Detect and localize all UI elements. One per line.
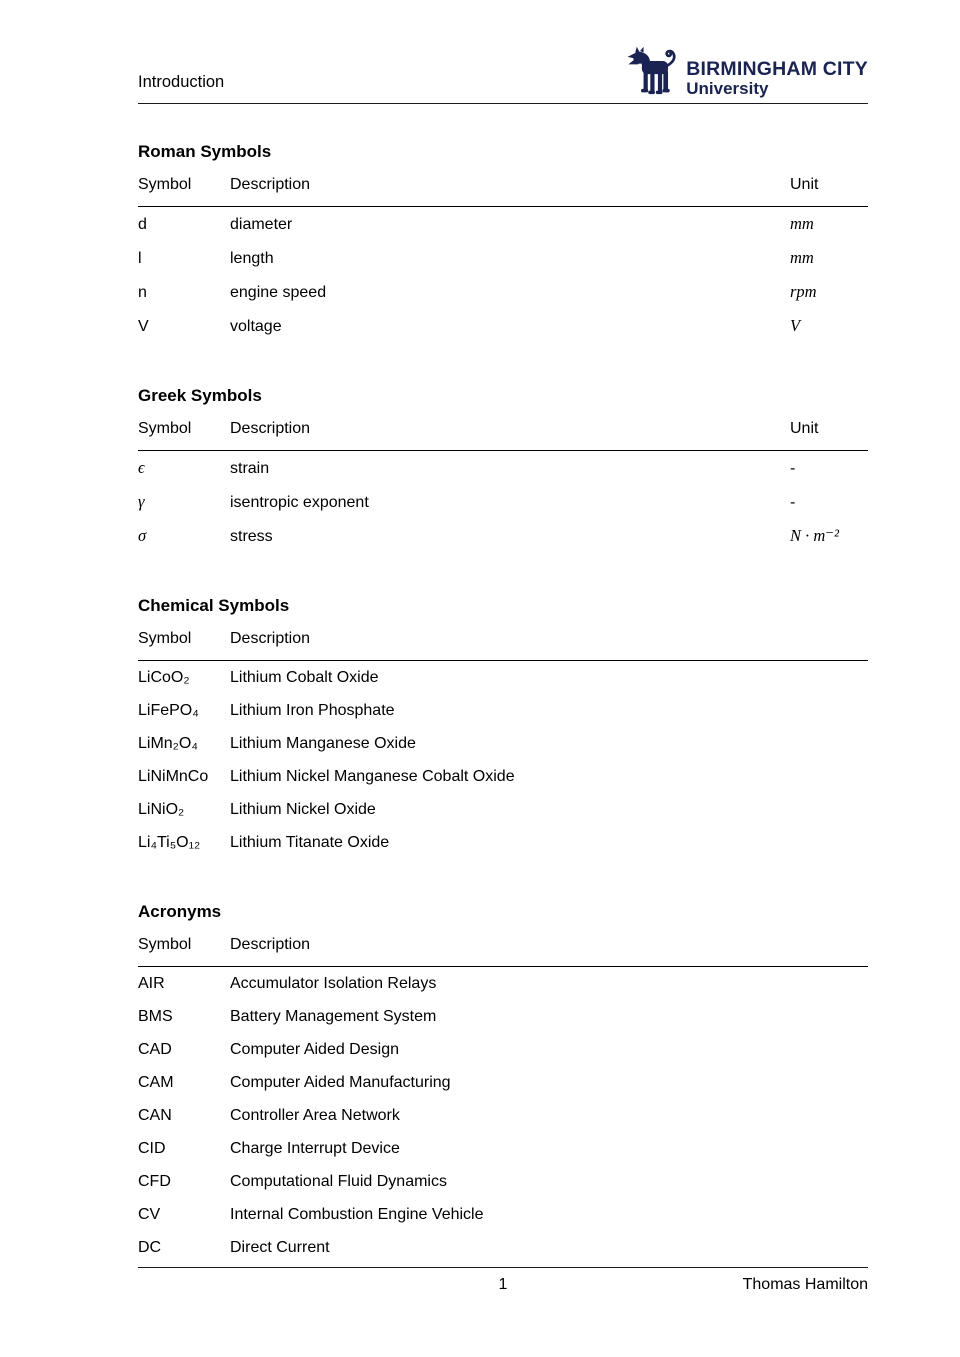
symbol-cell: CFD	[138, 1173, 171, 1190]
bcu-logo	[625, 44, 868, 103]
table-row	[138, 793, 868, 826]
description-cell: length	[230, 250, 274, 267]
bcu-logo-university: University	[686, 78, 769, 98]
unit-cell: -	[790, 494, 796, 511]
bcu-logo-text	[686, 59, 868, 100]
unit-cell: mm	[790, 248, 814, 267]
table-header-row	[138, 630, 868, 661]
section-heading: Roman Symbols	[138, 142, 272, 161]
symbol-cell: V	[138, 318, 149, 335]
description-cell: diameter	[230, 216, 293, 233]
column-header-symbol: Symbol	[138, 630, 192, 647]
section-heading: Greek Symbols	[138, 386, 262, 405]
table-header-row	[138, 936, 868, 967]
description-cell: stress	[230, 528, 273, 545]
bcu-logo-name: BIRMINGHAM CITY	[686, 58, 868, 81]
table-row	[138, 694, 868, 727]
description-cell: Accumulator Isolation Relays	[230, 975, 437, 992]
table-row	[138, 309, 868, 343]
table-row	[138, 207, 868, 241]
symbol-cell: Li₄Ti₅O₁₂	[138, 834, 201, 851]
table-row	[138, 519, 868, 553]
table-row	[138, 1066, 868, 1099]
acronyms-table	[138, 936, 868, 1264]
description-cell: Direct Current	[230, 1239, 330, 1256]
unit-cell: mm	[790, 214, 814, 233]
section-roman-symbols	[138, 142, 868, 343]
description-cell: Lithium Nickel Oxide	[230, 801, 376, 818]
table-row	[138, 1165, 868, 1198]
column-header-description: Description	[230, 936, 311, 953]
table-row	[138, 1231, 868, 1264]
table-row	[138, 967, 868, 1000]
section-heading: Acronyms	[138, 902, 222, 921]
symbol-cell: DC	[138, 1239, 162, 1256]
table-header-row	[138, 176, 868, 207]
symbol-cell: LiNiMnCo	[138, 768, 209, 785]
page-footer	[138, 1267, 868, 1294]
table-row	[138, 760, 868, 793]
table-row	[138, 485, 868, 519]
description-cell: Controller Area Network	[230, 1107, 400, 1124]
table-row	[138, 275, 868, 309]
column-header-unit: Unit	[790, 420, 819, 437]
section-heading: Chemical Symbols	[138, 596, 290, 615]
table-row	[138, 1033, 868, 1066]
symbol-cell: ϵ	[138, 458, 145, 477]
column-header-symbol: Symbol	[138, 176, 192, 193]
greek-symbols-table	[138, 420, 868, 553]
symbol-cell: l	[138, 250, 142, 267]
section-greek-symbols	[138, 386, 868, 553]
symbol-cell: CAD	[138, 1041, 172, 1058]
description-cell: voltage	[230, 318, 282, 335]
symbol-cell: d	[138, 216, 147, 233]
bcu-lion-icon	[625, 44, 679, 100]
description-cell: Internal Combustion Engine Vehicle	[230, 1206, 484, 1223]
column-header-unit: Unit	[790, 176, 819, 193]
description-cell: Lithium Cobalt Oxide	[230, 669, 379, 686]
column-header-symbol: Symbol	[138, 936, 192, 953]
symbol-cell: LiFePO₄	[138, 702, 199, 719]
table-row	[138, 241, 868, 275]
description-cell: strain	[230, 460, 270, 477]
description-cell: Lithium Nickel Manganese Cobalt Oxide	[230, 768, 515, 785]
page-number: 1	[498, 1276, 508, 1293]
column-header-description: Description	[230, 420, 311, 437]
symbol-cell: CV	[138, 1206, 161, 1223]
running-header-title: Introduction	[138, 73, 225, 91]
description-cell: Computer Aided Design	[230, 1041, 399, 1058]
symbol-cell: γ	[138, 492, 145, 511]
section-acronyms	[138, 902, 868, 1264]
table-row	[138, 661, 868, 694]
description-cell: Computer Aided Manufacturing	[230, 1074, 451, 1091]
description-cell: Lithium Manganese Oxide	[230, 735, 416, 752]
symbol-cell: LiCoO₂	[138, 669, 190, 686]
symbol-cell: CAM	[138, 1074, 174, 1091]
table-row	[138, 1198, 868, 1231]
footer-author: Thomas Hamilton	[742, 1276, 868, 1293]
unit-cell: N · m⁻²	[790, 526, 839, 545]
section-chemical-symbols	[138, 596, 868, 859]
description-cell: Lithium Titanate Oxide	[230, 834, 390, 851]
column-header-description: Description	[230, 176, 311, 193]
symbol-cell: LiMn₂O₄	[138, 735, 198, 752]
page-content	[138, 0, 868, 1264]
symbol-cell: LiNiO₂	[138, 801, 185, 818]
table-row	[138, 727, 868, 760]
symbol-cell: CID	[138, 1140, 166, 1157]
description-cell: Computational Fluid Dynamics	[230, 1173, 447, 1190]
unit-cell: rpm	[790, 282, 817, 301]
unit-cell: V	[790, 316, 801, 335]
symbol-cell: BMS	[138, 1008, 173, 1025]
roman-symbols-table	[138, 176, 868, 343]
symbol-cell: σ	[138, 526, 147, 545]
column-header-symbol: Symbol	[138, 420, 192, 437]
description-cell: Charge Interrupt Device	[230, 1140, 400, 1157]
symbol-cell: AIR	[138, 975, 165, 992]
column-header-description: Description	[230, 630, 311, 647]
table-row	[138, 451, 868, 485]
table-row	[138, 826, 868, 859]
table-row	[138, 1099, 868, 1132]
description-cell: Battery Management System	[230, 1008, 437, 1025]
description-cell: engine speed	[230, 284, 327, 301]
table-header-row	[138, 420, 868, 451]
page-header	[138, 0, 868, 104]
description-cell: isentropic exponent	[230, 494, 369, 511]
chemical-symbols-table	[138, 630, 868, 859]
table-row	[138, 1132, 868, 1165]
description-cell: Lithium Iron Phosphate	[230, 702, 395, 719]
table-row	[138, 1000, 868, 1033]
unit-cell: -	[790, 460, 796, 477]
symbol-cell: n	[138, 284, 147, 301]
symbol-cell: CAN	[138, 1107, 172, 1124]
